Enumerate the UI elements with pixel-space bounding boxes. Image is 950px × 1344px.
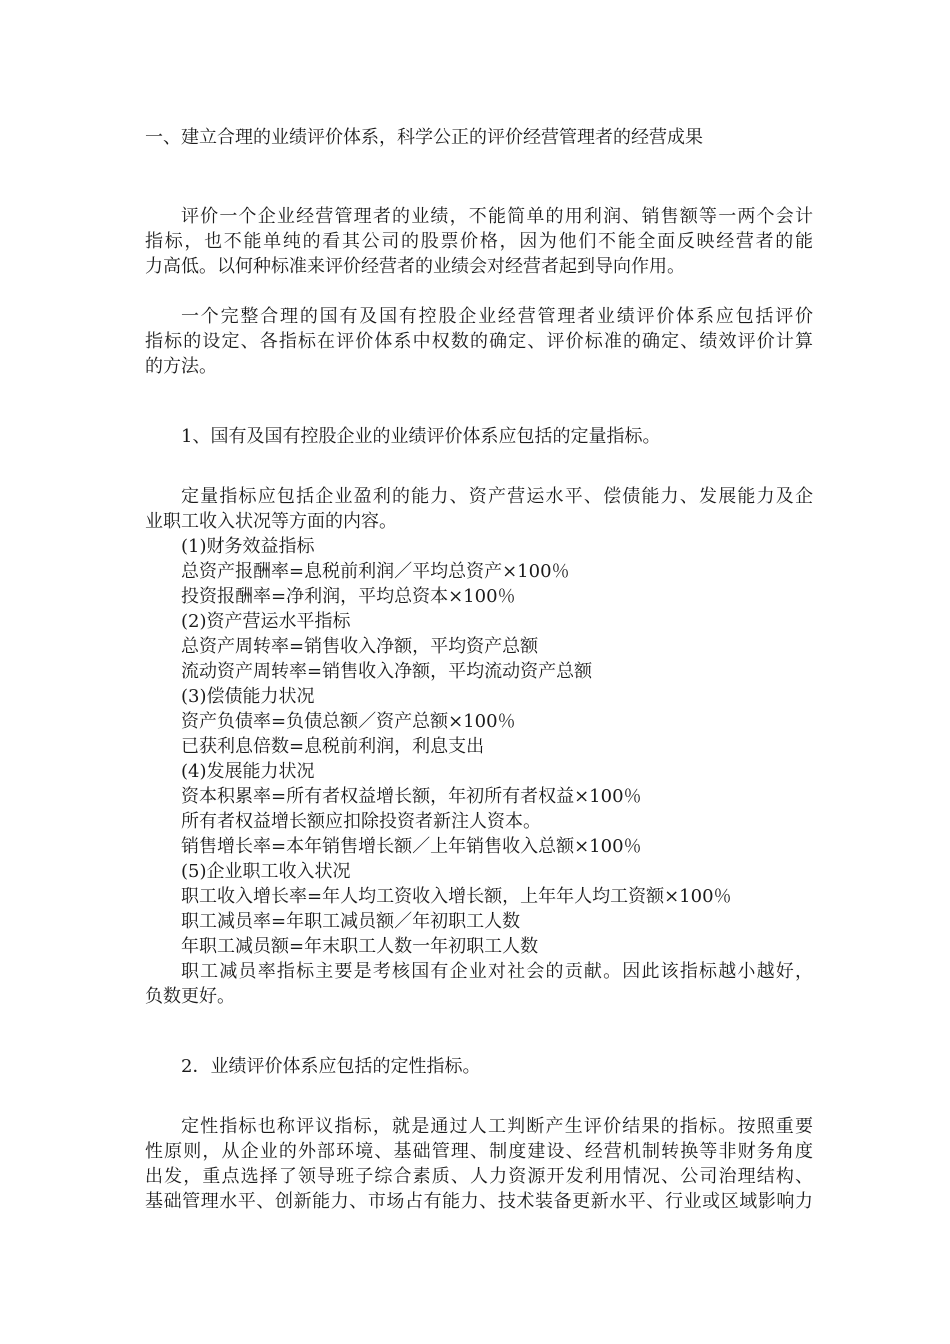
- para-5-line-2: 性原则，从企业的外部环境、基础管理、制度建设、经营机制转换等非财务角度: [145, 1141, 813, 1162]
- indicator-line: 销售增长率=本年销售增长额／上年销售收入总额×100％: [181, 836, 642, 857]
- para-5-line-1: 定性指标也称评议指标，就是通过人工判断产生评价结果的指标。按照重要: [181, 1116, 813, 1137]
- para-3-line-1: 定量指标应包括企业盈利的能力、资产营运水平、偿债能力、发展能力及企: [181, 486, 813, 507]
- indicator-line: 资本积累率=所有者权益增长额，年初所有者权益×100％: [181, 786, 642, 807]
- para-1-line-2: 指标，也不能单纯的看其公司的股票价格，因为他们不能全面反映经营者的能: [145, 231, 813, 252]
- indicator-line: 所有者权益增长额应扣除投资者新注人资本。: [181, 811, 541, 832]
- indicator-line: (3)偿债能力状况: [181, 686, 315, 707]
- section-1-title: 1、国有及国有控股企业的业绩评价体系应包括的定量指标。: [181, 426, 661, 447]
- para-4-line-1: 职工减员率指标主要是考核国有企业对社会的贡献。因此该指标越小越好，: [181, 961, 813, 982]
- section-2-title: 2．业绩评价体系应包括的定性指标。: [181, 1056, 481, 1077]
- indicator-line: (1)财务效益指标: [181, 536, 315, 557]
- para-2-line-3: 的方法。: [145, 356, 217, 377]
- indicator-line: 职工收入增长率=年人均工资收入增长额，上年年人均工资额×100％: [181, 886, 732, 907]
- indicator-line: 年职工减员额=年末职工人数一年初职工人数: [181, 936, 539, 957]
- para-1-line-3: 力高低。以何种标准来评价经营者的业绩会对经营者起到导向作用。: [145, 256, 685, 277]
- para-3-line-2: 业职工收入状况等方面的内容。: [145, 511, 397, 532]
- para-4-line-2: 负数更好。: [145, 986, 235, 1007]
- indicator-line: 总资产报酬率=息税前利润／平均总资产×100％: [181, 561, 570, 582]
- indicator-line: (4)发展能力状况: [181, 761, 315, 782]
- indicator-line: 流动资产周转率=销售收入净额，平均流动资产总额: [181, 661, 593, 682]
- para-2-line-1: 一个完整合理的国有及国有控股企业经营管理者业绩评价体系应包括评价: [181, 306, 813, 327]
- indicator-line: 投资报酬率=净利润，平均总资本×100％: [181, 586, 516, 607]
- para-5-line-4: 基础管理水平、创新能力、市场占有能力、技术装备更新水平、行业或区域影响力: [145, 1191, 813, 1212]
- indicator-line: (5)企业职工收入状况: [181, 861, 351, 882]
- para-1-line-1: 评价一个企业经营管理者的业绩，不能简单的用利润、销售额等一两个会计: [181, 206, 813, 227]
- indicator-line: 资产负债率=负债总额／资产总额×100％: [181, 711, 516, 732]
- para-5-line-3: 出发，重点选择了领导班子综合素质、人力资源开发利用情况、公司治理结构、: [145, 1166, 813, 1187]
- indicator-line: (2)资产营运水平指标: [181, 611, 351, 632]
- indicator-line: 总资产周转率=销售收入净额，平均资产总额: [181, 636, 539, 657]
- indicator-line: 已获利息倍数=息税前利润，利息支出: [181, 736, 485, 757]
- para-2-line-2: 指标的设定、各指标在评价体系中权数的确定、评价标准的确定、绩效评价计算: [145, 331, 813, 352]
- indicator-line: 职工减员率=年职工减员额／年初职工人数: [181, 911, 521, 932]
- heading-1: 一、建立合理的业绩评价体系，科学公正的评价经营管理者的经营成果: [145, 127, 703, 148]
